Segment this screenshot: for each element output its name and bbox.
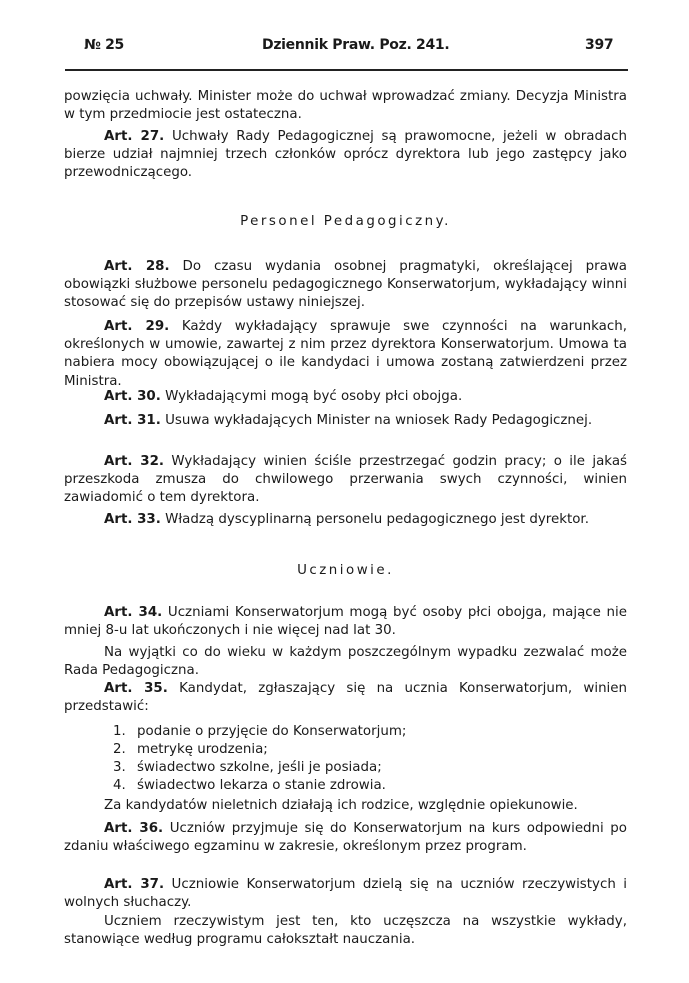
article-36: Art. 36. Uczniów przyjmuje się do Konserwatorjum na kurs odpowiedni po zdaniu właściwego egzaminu w zakresie, określonym przez program.: [64, 821, 628, 855]
header-rule: [65, 69, 628, 71]
list-item: 1. podanie o przyjęcie do Konserwatorjum;: [113, 724, 407, 739]
article-number: Art. 37.: [104, 877, 165, 892]
article-35: Art. 35. Kandydat, zgłaszający się na ucznia Konserwatorjum, winien przedstawić:: [64, 681, 627, 715]
list-item: 2. metrykę urodzenia;: [113, 742, 268, 757]
paragraph-regular-student: Uczniem rzeczywistym jest ten, kto uczęszcza na wszystkie wykłady, stanowiące według programu całokształt nauczania.: [64, 914, 627, 948]
paragraph-exceptions: Na wyjątki co do wieku w każdym poszczególnym wypadku zezwalać może Rada Pedagogiczna.: [64, 645, 627, 679]
article-31: Art. 31. Usuwa wykładających Minister na wniosek Rady Pedagogicznej.: [104, 413, 593, 428]
article-32: Art. 32. Wykładający winien ściśle przestrzegać godzin pracy; o ile jakaś przeszkoda zmusza do chwilowego przerwania swych czynności, winien zawiadomić o tem dyrektora.: [64, 454, 628, 506]
article-number: Art. 36.: [104, 821, 164, 836]
article-number: Art. 35.: [104, 681, 168, 696]
paragraph-continuation: powzięcia uchwały. Minister może do uchwał wprowadzać zmiany. Decyzja Ministra w tym przedmiocie jest ostateczna.: [64, 89, 627, 123]
paragraph-guardians: Za kandydatów nieletnich działają ich rodzice, względnie opiekunowie.: [104, 798, 578, 813]
article-30: Art. 30. Wykładającymi mogą być osoby płci obojga.: [104, 389, 463, 404]
article-number: Art. 34.: [104, 605, 163, 620]
article-number: Art. 27.: [104, 129, 165, 144]
article-number: Art. 30.: [104, 389, 161, 404]
article-28: Art. 28. Do czasu wydania osobnej pragmatyki, określającej prawa obowiązki służbowe personelu pedagogicznego Konserwatorjum, wykładający winni stosować się do przepisów ustawy niniejszej.: [64, 259, 628, 311]
article-27: Art. 27. Uchwały Rady Pedagogicznej są prawomocne, jeżeli w obradach bierze udział najmniej trzech członków oprócz dyrektora lub jego zastępcy jako przewodniczącego.: [64, 129, 627, 181]
section-heading-students: Uczniowie.: [297, 563, 394, 578]
journal-reference: Dziennik Praw. Poz. 241.: [262, 37, 450, 53]
article-34: Art. 34. Uczniami Konserwatorjum mogą być osoby płci obojga, mające nie mniej 8-u lat ukończonych i nie więcej nad lat 30.: [64, 605, 627, 639]
issue-number: № 25: [84, 37, 125, 53]
article-37: Art. 37. Uczniowie Konserwatorjum dzielą się na uczniów rzeczywistych i wolnych słuchaczy.: [64, 877, 627, 911]
page-number: 397: [585, 37, 614, 53]
list-item: 3. świadectwo szkolne, jeśli je posiada;: [113, 760, 382, 775]
article-29: Art. 29. Każdy wykładający sprawuje swe czynności na warunkach, określonych w umowie, zawartej z nim przez dyrektora Konserwatorjum. Umowa ta nabiera mocy obowiązującej o ile kandydaci i umowa zostaną zatwierdzeni przez Ministra.: [64, 319, 627, 389]
section-heading-personnel: Personel Pedagogiczny.: [240, 214, 451, 229]
article-33: Art. 33. Władzą dyscyplinarną personelu pedagogicznego jest dyrektor.: [104, 512, 589, 527]
article-number: Art. 29.: [104, 319, 170, 334]
article-number: Art. 28.: [104, 259, 170, 274]
article-number: Art. 32.: [104, 454, 164, 469]
list-item: 4. świadectwo lekarza o stanie zdrowia.: [113, 778, 386, 793]
article-number: Art. 33.: [104, 512, 161, 527]
article-number: Art. 31.: [104, 413, 161, 428]
